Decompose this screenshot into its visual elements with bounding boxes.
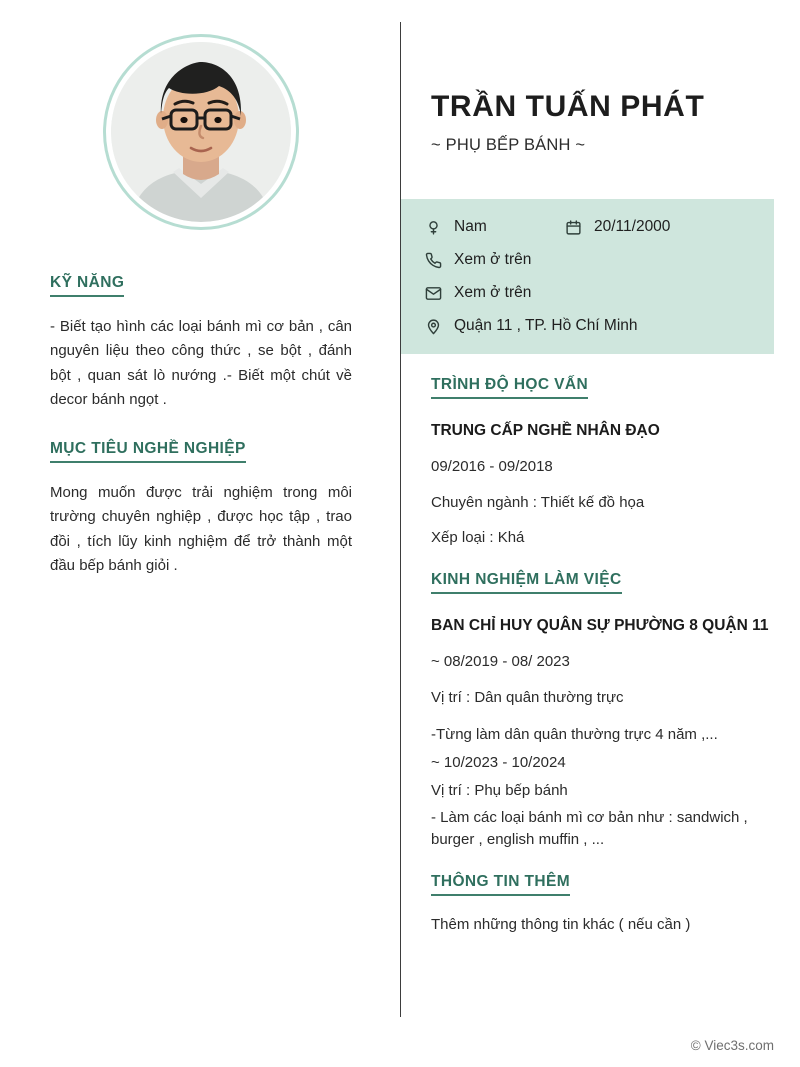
calendar-icon bbox=[563, 217, 583, 237]
gender-value: Nam bbox=[454, 218, 487, 235]
left-column bbox=[0, 18, 400, 1020]
education-title: TRÌNH ĐỘ HỌC VẤN bbox=[431, 376, 588, 399]
experience-detail-2: - Làm các loại bánh mì cơ bản như : sandwich , burger , english muffin , ... bbox=[431, 809, 748, 849]
info-row bbox=[423, 250, 752, 270]
more-info-text: Thêm những thông tin khác ( nếu cần ) bbox=[431, 915, 691, 933]
email-field bbox=[423, 283, 531, 303]
education-major: Chuyên ngành : Thiết kế đồ họa bbox=[431, 493, 645, 511]
skills-text: - Biết tạo hình các loại bánh mì cơ bản , cân nguyên liệu theo công thức , se bột , đánh bột , quan sát lò nướng .- Biết một chút về decor bánh ngọt . bbox=[50, 318, 352, 408]
page-title: TRẦN TUẤN PHÁT bbox=[431, 90, 705, 123]
info-row bbox=[423, 217, 752, 237]
education-period: 09/2016 - 09/2018 bbox=[431, 457, 553, 475]
right-column bbox=[401, 18, 800, 1020]
gender-field bbox=[423, 217, 563, 237]
location-pin-icon bbox=[423, 316, 443, 336]
avatar-photo bbox=[111, 42, 291, 222]
mail-icon bbox=[423, 283, 443, 303]
phone-value: Xem ở trên bbox=[454, 251, 532, 268]
experience-title: KINH NGHIỆM LÀM VIỆC bbox=[431, 571, 622, 594]
address-field bbox=[423, 316, 638, 336]
portrait-illustration bbox=[111, 42, 291, 222]
education-school: TRUNG CẤP NGHỀ NHÂN ĐẠO bbox=[431, 422, 660, 439]
skills-title: KỸ NĂNG bbox=[50, 274, 124, 297]
more-info-title: THÔNG TIN THÊM bbox=[431, 873, 570, 896]
avatar bbox=[103, 34, 299, 230]
education-section bbox=[431, 376, 774, 549]
objective-title: MỤC TIÊU NGHỀ NGHIỆP bbox=[50, 440, 246, 463]
objective-section bbox=[50, 440, 352, 578]
experience-section bbox=[431, 571, 774, 851]
info-row bbox=[423, 316, 752, 336]
experience-detail-1: -Từng làm dân quân thường trực 4 năm ,... bbox=[431, 725, 718, 743]
birthday-field bbox=[563, 217, 670, 237]
experience-position-1: Vị trí : Dân quân thường trực bbox=[431, 688, 624, 706]
birthday-value: 20/11/2000 bbox=[594, 218, 671, 235]
education-grade: Xếp loại : Khá bbox=[431, 529, 525, 547]
more-info-section bbox=[431, 873, 774, 936]
experience-position-2: Vị trí : Phụ bếp bánh bbox=[431, 781, 568, 799]
info-row bbox=[423, 283, 752, 303]
objective-text: Mong muốn được trải nghiệm trong môi trường chuyên nghiệp , được học tập , trao đồi , tích lũy kinh nghiệm để trở thành một đầu bếp bánh giỏi . bbox=[50, 484, 352, 575]
phone-field bbox=[423, 250, 531, 270]
footer-credit: © Viec3s.com bbox=[690, 1038, 774, 1053]
gender-icon bbox=[423, 217, 443, 237]
experience-period-1: ~ 08/2019 - 08/ 2023 bbox=[431, 653, 570, 671]
experience-period-2: ~ 10/2023 - 10/2024 bbox=[431, 753, 566, 771]
job-role: ~ PHỤ BẾP BÁNH ~ bbox=[431, 136, 586, 154]
phone-icon bbox=[423, 250, 443, 270]
address-value: Quận 11 , TP. Hồ Chí Minh bbox=[454, 317, 638, 334]
email-value: Xem ở trên bbox=[454, 284, 532, 301]
contact-info-band bbox=[401, 199, 774, 354]
skills-section bbox=[50, 274, 352, 412]
experience-company: BAN CHỈ HUY QUÂN SỰ PHƯỜNG 8 QUẬN 11 bbox=[431, 617, 769, 635]
